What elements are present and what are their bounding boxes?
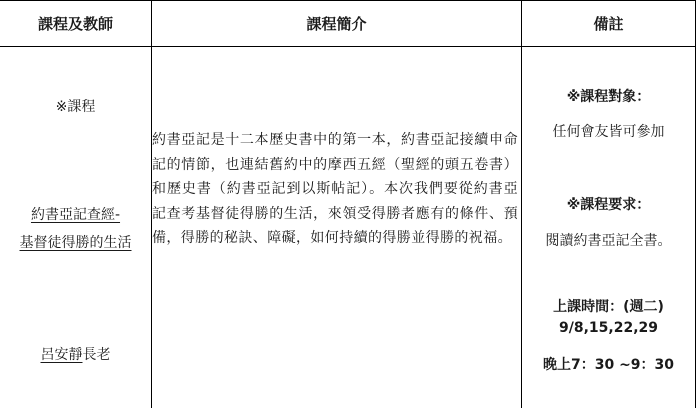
schedule-dates: 9/8,15,22,29	[559, 320, 658, 336]
course-intro-text: 約書亞記是十二本歷史書中的第一本，約書亞記接續申命記的情節，也連結舊約中的摩西五經（聖經的頭五卷書）和歷史書（約書亞記到以斯帖記）。本次我們要從約書亞記查考基督徒得勝的生活，來領受得勝者應有的條件、預備，得勝的秘訣、障礙，如何持續的得勝並得勝的祝福。	[152, 132, 518, 246]
course-marker: ※課程	[55, 99, 96, 115]
teacher-title: 長老	[82, 347, 111, 363]
teacher	[0, 344, 151, 364]
header-remarks: 備註	[593, 14, 624, 33]
header-course-teacher: 課程及教師	[37, 14, 113, 33]
schedule-label: 上課時間：(週二)	[553, 299, 664, 315]
header-divider	[0, 46, 696, 47]
course-title-line1	[0, 204, 151, 224]
course-title-line2-text: 基督徒得勝的生活	[19, 235, 132, 251]
teacher-name: 呂安靜	[40, 347, 83, 363]
schedule-time: 晚上7：30 ~9：30	[542, 357, 675, 373]
requirement-value: 閱讀約書亞記全書。	[545, 233, 672, 249]
requirement-label: ※課程要求：	[566, 197, 651, 213]
course-title-line2	[0, 232, 151, 252]
header-course-intro: 課程簡介	[306, 14, 367, 33]
course-title-line1-text: 約書亞記查經-	[30, 207, 121, 223]
audience-label: ※課程對象：	[566, 89, 651, 105]
audience-value: 任何會友皆可參加	[552, 124, 665, 140]
